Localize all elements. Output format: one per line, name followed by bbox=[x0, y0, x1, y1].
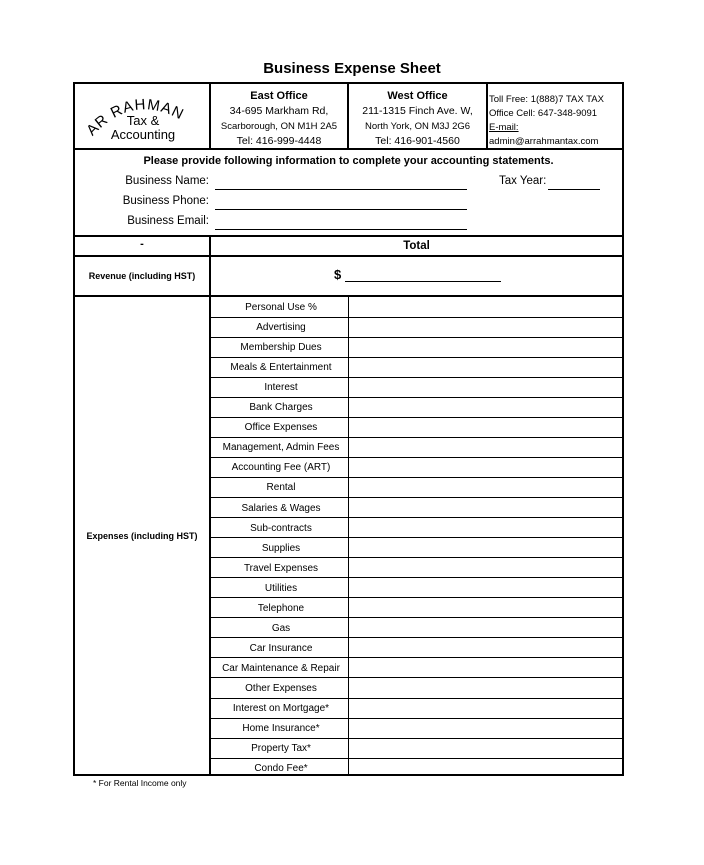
expense-amount-cell[interactable] bbox=[350, 698, 622, 717]
west-office-address-2: North York, ON M3J 2G6 bbox=[364, 121, 471, 132]
expense-item-label: Property Tax* bbox=[251, 743, 311, 755]
expense-item-label: Interest on Mortgage* bbox=[232, 703, 330, 714]
page-title: Business Expense Sheet bbox=[263, 60, 441, 77]
logo-arc-text: AR RAHMAN bbox=[83, 96, 187, 140]
expense-amount-cell[interactable] bbox=[350, 578, 622, 597]
expense-amount-cell[interactable] bbox=[350, 317, 622, 336]
expense-item-label: Rental bbox=[266, 482, 296, 494]
revenue-label: Revenue (including HST) bbox=[88, 271, 196, 281]
expense-amount-cell[interactable] bbox=[350, 538, 622, 557]
expenses-label: Expenses (including HST) bbox=[86, 531, 198, 541]
business-email-field[interactable] bbox=[215, 229, 467, 230]
expense-item-label: Meals & Entertainment bbox=[230, 362, 332, 374]
expense-amount-cell[interactable] bbox=[350, 477, 622, 496]
expense-item-label: Advertising bbox=[256, 322, 306, 334]
west-office-block bbox=[349, 89, 486, 149]
email-label: E-mail: bbox=[489, 122, 519, 133]
expense-item-label: Condo Fee* bbox=[254, 763, 308, 775]
business-email-label: Business Email: bbox=[127, 215, 209, 227]
expense-amount-cell[interactable] bbox=[350, 618, 622, 637]
expense-item-label: Sub-contracts bbox=[250, 522, 312, 534]
business-name-label: Business Name: bbox=[125, 175, 209, 187]
header-col-divider bbox=[486, 84, 488, 148]
email-address[interactable]: admin@arrahmantax.com bbox=[489, 136, 599, 147]
expense-amount-cell[interactable] bbox=[350, 558, 622, 577]
expense-amount-cell[interactable] bbox=[350, 638, 622, 657]
expense-amount-cell[interactable] bbox=[350, 437, 622, 456]
expense-amount-cell[interactable] bbox=[350, 658, 622, 677]
expense-item-label: Gas bbox=[271, 622, 291, 634]
expense-item-label: Salaries & Wages bbox=[241, 502, 321, 514]
logo-tax-text: Tax & bbox=[126, 113, 160, 128]
expense-amount-cell[interactable] bbox=[350, 598, 622, 617]
expense-amount-cell[interactable] bbox=[350, 297, 622, 316]
expense-item-label: Car Maintenance & Repair bbox=[222, 662, 340, 674]
footnote: * For Rental Income only bbox=[93, 778, 187, 788]
table-header-divider bbox=[75, 255, 622, 257]
expense-amount-cell[interactable] bbox=[350, 718, 622, 737]
east-office-tel: Tel: 416-999-4448 bbox=[236, 135, 322, 147]
expense-item-label: Supplies bbox=[261, 542, 301, 554]
east-office-address-2: Scarborough, ON M1H 2A5 bbox=[220, 121, 338, 132]
toll-free-number: Toll Free: 1(888)7 TAX TAX bbox=[489, 94, 604, 105]
expense-item-label: Office Expenses bbox=[244, 422, 318, 434]
table-header-total: Total bbox=[403, 240, 430, 252]
expense-item-label: Management, Admin Fees bbox=[222, 442, 340, 454]
expense-amount-cell[interactable] bbox=[350, 678, 622, 697]
contact-block bbox=[489, 93, 622, 149]
expense-item-label: Other Expenses bbox=[245, 682, 317, 694]
expense-amount-cell[interactable] bbox=[350, 758, 622, 777]
tax-year-field[interactable] bbox=[548, 189, 600, 190]
expense-sheet-form bbox=[73, 82, 624, 776]
expense-item-label: Home Insurance* bbox=[242, 723, 320, 735]
expense-amount-cell[interactable] bbox=[350, 377, 622, 396]
table-top-border bbox=[75, 235, 622, 237]
expense-item-label: Travel Expenses bbox=[243, 562, 319, 574]
logo-accounting-text: Accounting bbox=[110, 127, 176, 142]
east-office-block bbox=[211, 89, 347, 149]
business-phone-field[interactable] bbox=[215, 209, 467, 210]
expense-item-label: Car Insurance bbox=[249, 642, 313, 654]
currency-symbol: $ bbox=[334, 267, 342, 282]
expense-amount-cell[interactable] bbox=[350, 738, 622, 757]
west-office-tel: Tel: 416-901-4560 bbox=[375, 135, 460, 147]
east-office-address-1: 34-695 Markham Rd, bbox=[229, 105, 329, 117]
expense-item-label: Membership Dues bbox=[240, 342, 322, 354]
expense-amount-cell[interactable] bbox=[350, 337, 622, 356]
expense-item-label: Bank Charges bbox=[249, 402, 313, 414]
office-cell-number: Office Cell: 647-348-9091 bbox=[489, 108, 598, 119]
west-office-address-1: 211-1315 Finch Ave. W, bbox=[362, 105, 473, 117]
east-office-heading: East Office bbox=[250, 90, 308, 102]
expense-amount-cell[interactable] bbox=[350, 498, 622, 517]
tax-year-label: Tax Year: bbox=[499, 175, 547, 187]
company-logo bbox=[83, 88, 207, 146]
expense-item-label: Accounting Fee (ART) bbox=[231, 462, 331, 474]
expense-amount-cell[interactable] bbox=[350, 357, 622, 376]
business-name-field[interactable] bbox=[215, 189, 467, 190]
business-phone-label: Business Phone: bbox=[122, 195, 209, 207]
expense-amount-cell[interactable] bbox=[350, 397, 622, 416]
expense-item-label: Personal Use % bbox=[245, 302, 317, 313]
west-office-heading: West Office bbox=[387, 90, 448, 102]
expense-item-label: Utilities bbox=[264, 582, 298, 594]
expense-amount-cell[interactable] bbox=[350, 457, 622, 476]
expense-item-label: Interest bbox=[264, 382, 298, 394]
expense-amount-cell[interactable] bbox=[350, 417, 622, 436]
table-header-dash: - bbox=[140, 238, 144, 250]
instruction-text: Please provide following information to complete your accounting statements. bbox=[143, 155, 554, 167]
revenue-total-field[interactable] bbox=[345, 281, 501, 282]
expense-item-label: Telephone bbox=[257, 602, 305, 614]
expense-amount-cell[interactable] bbox=[350, 518, 622, 537]
